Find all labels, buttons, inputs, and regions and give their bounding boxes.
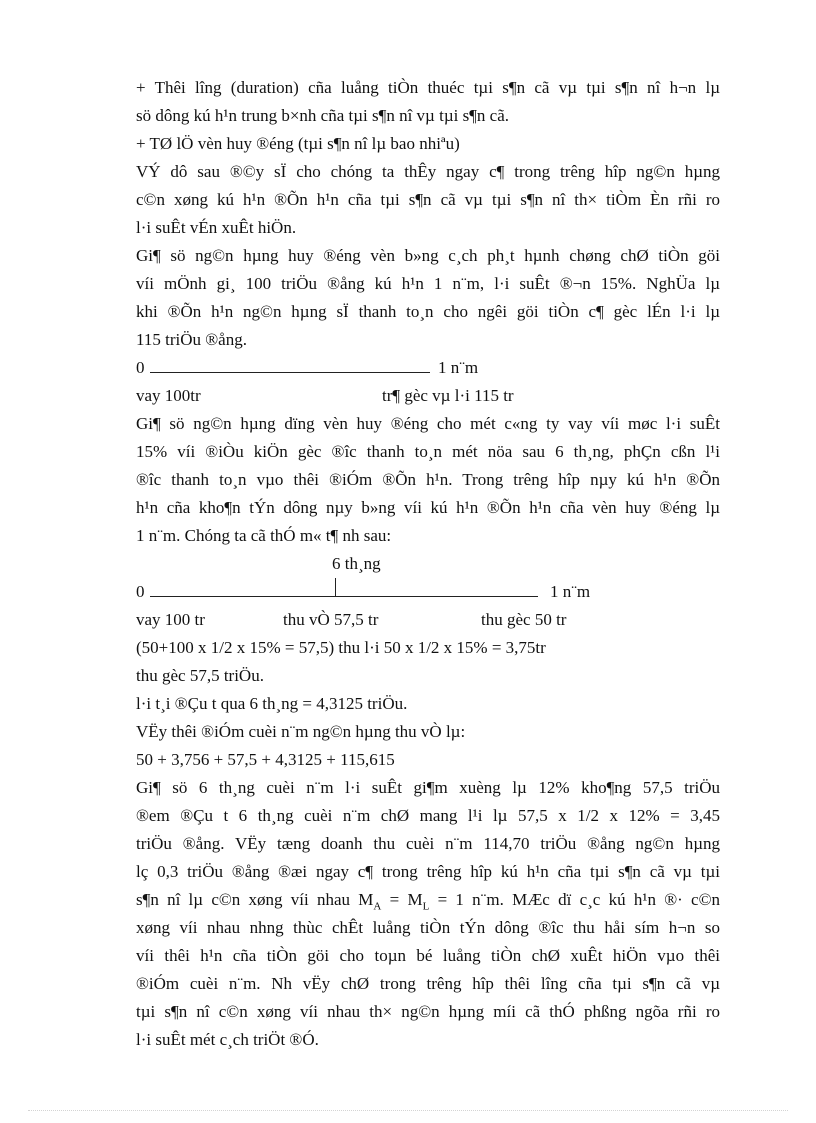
text-line: Gi¶ sö ng©n hµng huy ®éng vèn b»ng c¸ch ph¸t hµnh chøng chØ tiÒn göi [136,246,720,265]
text-line: + Thêi lîng (duration) cña luång tiÒn thuéc tµi s¶n cã vµ tµi s¶n nî h¬n lµ [136,78,720,97]
timeline-start-label: 0 [136,358,145,377]
paragraph-deposit-example [136,242,720,354]
text-line: VÝ dô sau ®©y sÏ cho chóng ta thÊy ngay c¶ trong trêng hîp ng©n hµng [136,162,720,181]
timeline-note-repay: tr¶ gèc vµ l·i 115 tr [382,386,514,405]
text-line: l·i suÊt vÉn xuÊt hiÖn. [136,218,297,237]
text-line: Gi¶ sö ng©n hµng dïng vèn huy ®éng cho mét c«ng ty vay víi møc l·i suÊt [136,414,720,433]
text-line: (50+100 x 1/2 x 15% = 57,5) thu l·i 50 x 1/2 x 15% = 3,75tr [136,638,546,657]
text-line: tµi s¶n nî c©n xøng víi nhau th× ng©n hµng míi cã thÓ phßng ngõa rñi ro [136,1002,720,1021]
text-line: c©n xøng kú h¹n ®Õn h¹n cña tµi s¶n cã vµ tµi s¶n nî th× tiÒm Èn rñi ro [136,190,720,209]
paragraph-duration [136,74,720,130]
timeline-note-borrow: vay 100tr [136,386,201,405]
text-line: víi thêi h¹n cña tiÒn göi cho toµn bé luång tiÒn chØ xuÊt hiÖn vµo thêi [136,946,720,965]
timeline-axis [150,596,538,597]
calculation-block [136,634,720,774]
text-line: sö dông kú h¹n trung b×nh cña tµi s¶n nî vµ tµi s¶n cã. [136,106,510,125]
timeline-start-label: 0 [136,582,145,601]
text-line: thu gèc 57,5 triÖu. [136,666,264,685]
timeline-end-label: 1 n¨m [550,582,591,601]
timeline-note-receive: thu vÒ 57,5 tr [283,610,379,629]
timeline-note-principal: thu gèc 50 tr [481,610,567,629]
paragraph-loan-example [136,410,720,550]
text-line: h¹n cña kho¶n tÝn dông nµy b»ng víi kú h¹n ®Õn h¹n cña vèn huy ®éng lµ [136,498,720,517]
text-line-maturity: s¶n nî lµ c©n xøng víi nhau $M_A = M_L = 1$ n¨m. MÆc dï c¸c kú h¹n ®· c©n [136,890,720,913]
text-line: ®îc thanh to¸n vµo thêi ®iÓm ®Õn h¹n. Trong trêng hîp nµy kú h¹n ®Õn [136,470,720,489]
text-line: 1 n¨m. Chóng ta cã thÓ m« t¶ nh sau: [136,526,392,545]
paragraph-example-intro [136,158,720,242]
text-line: triÖu ®ång. VËy tæng doanh thu cuèi n¨m 114,70 triÖu ®ång ng©n hµng [136,834,720,853]
timeline-note-borrow: vay 100 tr [136,610,205,629]
text-line: 15% víi ®iÒu kiÖn gèc ®îc thanh to¸n mét nöa sau 6 th¸ng, phÇn cßn l¹i [136,442,720,461]
paragraph-capital-ratio: + TØ lÖ vèn huy ®éng (tµi s¶n nî lµ bao nhiªu) [136,134,460,153]
timeline-mid-tick [335,578,336,597]
timeline-axis [150,372,430,373]
paragraph-rate-drop [136,774,720,1054]
text-line: VËy thêi ®iÓm cuèi n¨m ng©n hµng thu vÒ lµ: [136,722,466,741]
text-line: xøng víi nhau nhng thùc chÊt luång tiÒn tÝn dông ®îc thu håi sím h¬n so [136,918,720,937]
text-line: khi ®Õn h¹n ng©n hµng sÏ thanh to¸n cho ngêi göi tiÒn c¶ gèc lÉn l·i lµ [136,302,720,321]
timeline-end-label: 1 n¨m [438,358,479,377]
text-line: Gi¶ sö 6 th¸ng cuèi n¨m l·i suÊt gi¶m xuèng lµ 12% kho¶ng 57,5 triÖu [136,778,720,797]
text-line: 50 + 3,756 + 57,5 + 4,3125 + 115,615 [136,750,395,769]
text-line: lç 0,3 triÖu ®ång ®æi ngay c¶ trong trêng hîp kú h¹n cña tµi s¶n cã vµ tµi [136,862,720,881]
text-line: 115 triÖu ®ång. [136,330,247,349]
text-line: ®em ®Çu t 6 th¸ng cuèi n¨m chØ mang l¹i lµ 57,5 x 1/2 x 12% = 3,45 [136,806,720,825]
timeline-mid-label: 6 th¸ng [332,554,381,573]
text-line: ®iÓm cuèi n¨m. Nh vËy chØ trong trêng hîp thêi lîng cña tµi s¶n cã vµ [136,974,720,993]
text-line: víi mÖnh gi¸ 100 triÖu ®ång kú h¹n 1 n¨m, l·i suÊt ®¬n 15%. NghÜa lµ [136,274,720,293]
text-line: l·i t¸i ®Çu t qua 6 th¸ng = 4,3125 triÖu. [136,694,408,713]
page-footer-divider [28,1110,788,1111]
text-line: l·i suÊt mét c¸ch triÖt ®Ó. [136,1030,319,1049]
